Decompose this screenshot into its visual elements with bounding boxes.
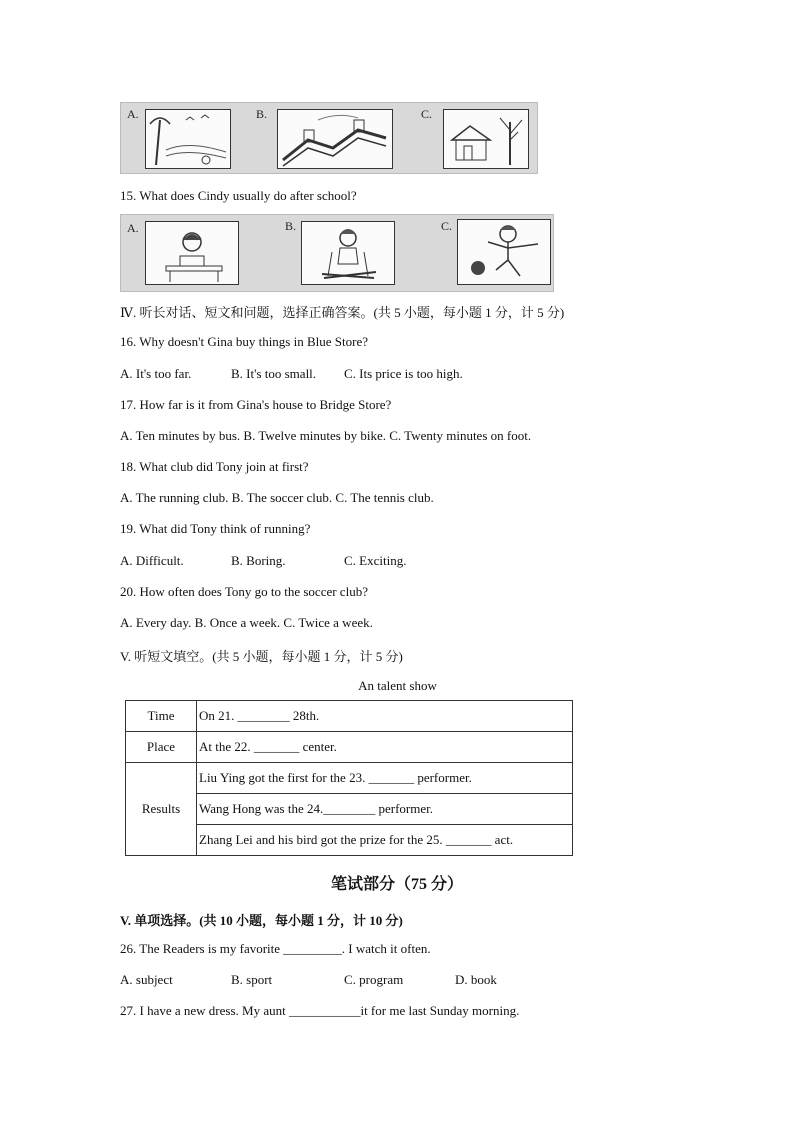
q26-option-c[interactable]: C. program (344, 972, 404, 987)
q26-option-a[interactable]: A. subject (120, 972, 173, 987)
q15-option-c-label: C. (441, 219, 453, 233)
q19-option-c[interactable]: C. Exciting. (344, 553, 407, 568)
part-5-title: V. 听短文填空。(共 5 小题，每小题 1 分，计 5 分) (120, 649, 403, 664)
q14-picture-c[interactable] (443, 109, 529, 169)
q14-picture-strip (120, 102, 538, 174)
q14-option-b-label: B. (256, 107, 268, 121)
q16-option-b[interactable]: B. It's too small. (231, 366, 317, 381)
q15-option-b-label: B. (285, 219, 297, 233)
girl-playing-soccer-icon (458, 220, 550, 284)
q15-picture-b[interactable] (301, 221, 395, 285)
place-label: Place (126, 732, 197, 763)
q26-option-d[interactable]: D. book (455, 972, 497, 987)
time-value[interactable]: On 21. ________ 28th. (197, 701, 573, 732)
results-value-25[interactable]: Zhang Lei and his bird got the prize for the 25. _______ act. (197, 825, 573, 856)
talent-show-table (125, 700, 573, 856)
question-26: 26. The Readers is my favorite _________. I watch it often. (120, 941, 431, 956)
question-15: 15. What does Cindy usually do after school? (120, 188, 357, 203)
q14-picture-b[interactable] (277, 109, 393, 169)
q18-options[interactable]: A. The running club. B. The soccer club. C. The tennis club. (120, 490, 434, 505)
landscape-drawing-icon (146, 110, 230, 168)
table-row (126, 732, 573, 763)
q26-option-b[interactable]: B. sport (231, 972, 273, 987)
results-value-23[interactable]: Liu Ying got the first for the 23. _______ performer. (197, 763, 573, 794)
q16-option-a[interactable]: A. It's too far. (120, 366, 192, 381)
q16-option-c[interactable]: C. Its price is too high. (344, 366, 463, 381)
question-19: 19. What did Tony think of running? (120, 521, 311, 536)
q20-options[interactable]: A. Every day. B. Once a week. C. Twice a week. (120, 615, 373, 630)
written-part-title: V. 单项选择。(共 10 小题，每小题 1 分，计 10 分) (120, 913, 403, 928)
q15-picture-strip (120, 214, 554, 292)
written-section-heading: 笔试部分（75 分） (330, 876, 463, 893)
time-label: Time (126, 701, 197, 732)
question-20: 20. How often does Tony go to the soccer club? (120, 584, 368, 599)
q19-option-a[interactable]: A. Difficult. (120, 553, 184, 568)
question-18: 18. What club did Tony join at first? (120, 459, 309, 474)
q19-option-b[interactable]: B. Boring. (231, 553, 286, 568)
q15-picture-a[interactable] (145, 221, 239, 285)
q17-options[interactable]: A. Ten minutes by bus. B. Twelve minutes by bike. C. Twenty minutes on foot. (120, 428, 532, 443)
great-wall-drawing-icon (278, 110, 392, 168)
q14-option-a-label: A. (127, 107, 139, 121)
girl-doing-homework-icon (146, 222, 238, 284)
q14-option-c-label: C. (421, 107, 433, 121)
question-16: 16. Why doesn't Gina buy things in Blue Store? (120, 334, 368, 349)
q15-option-a-label: A. (127, 221, 139, 235)
house-drawing-icon (444, 110, 528, 168)
results-label: Results (126, 763, 197, 856)
place-value[interactable]: At the 22. _______ center. (197, 732, 573, 763)
table-row (126, 763, 573, 794)
table-title: An talent show (358, 678, 437, 693)
part-4-title: Ⅳ. 听长对话、短文和问题，选择正确答案。(共 5 小题，每小题 1 分，计 5 分) (120, 305, 565, 320)
table-row (126, 701, 573, 732)
question-17: 17. How far is it from Gina's house to Bridge Store? (120, 397, 392, 412)
question-27: 27. I have a new dress. My aunt ___________it for me last Sunday morning. (120, 1003, 520, 1018)
q14-picture-a[interactable] (145, 109, 231, 169)
results-value-24[interactable]: Wang Hong was the 24.________ performer. (197, 794, 573, 825)
q15-picture-c[interactable] (457, 219, 551, 285)
girl-skiing-icon (302, 222, 394, 284)
